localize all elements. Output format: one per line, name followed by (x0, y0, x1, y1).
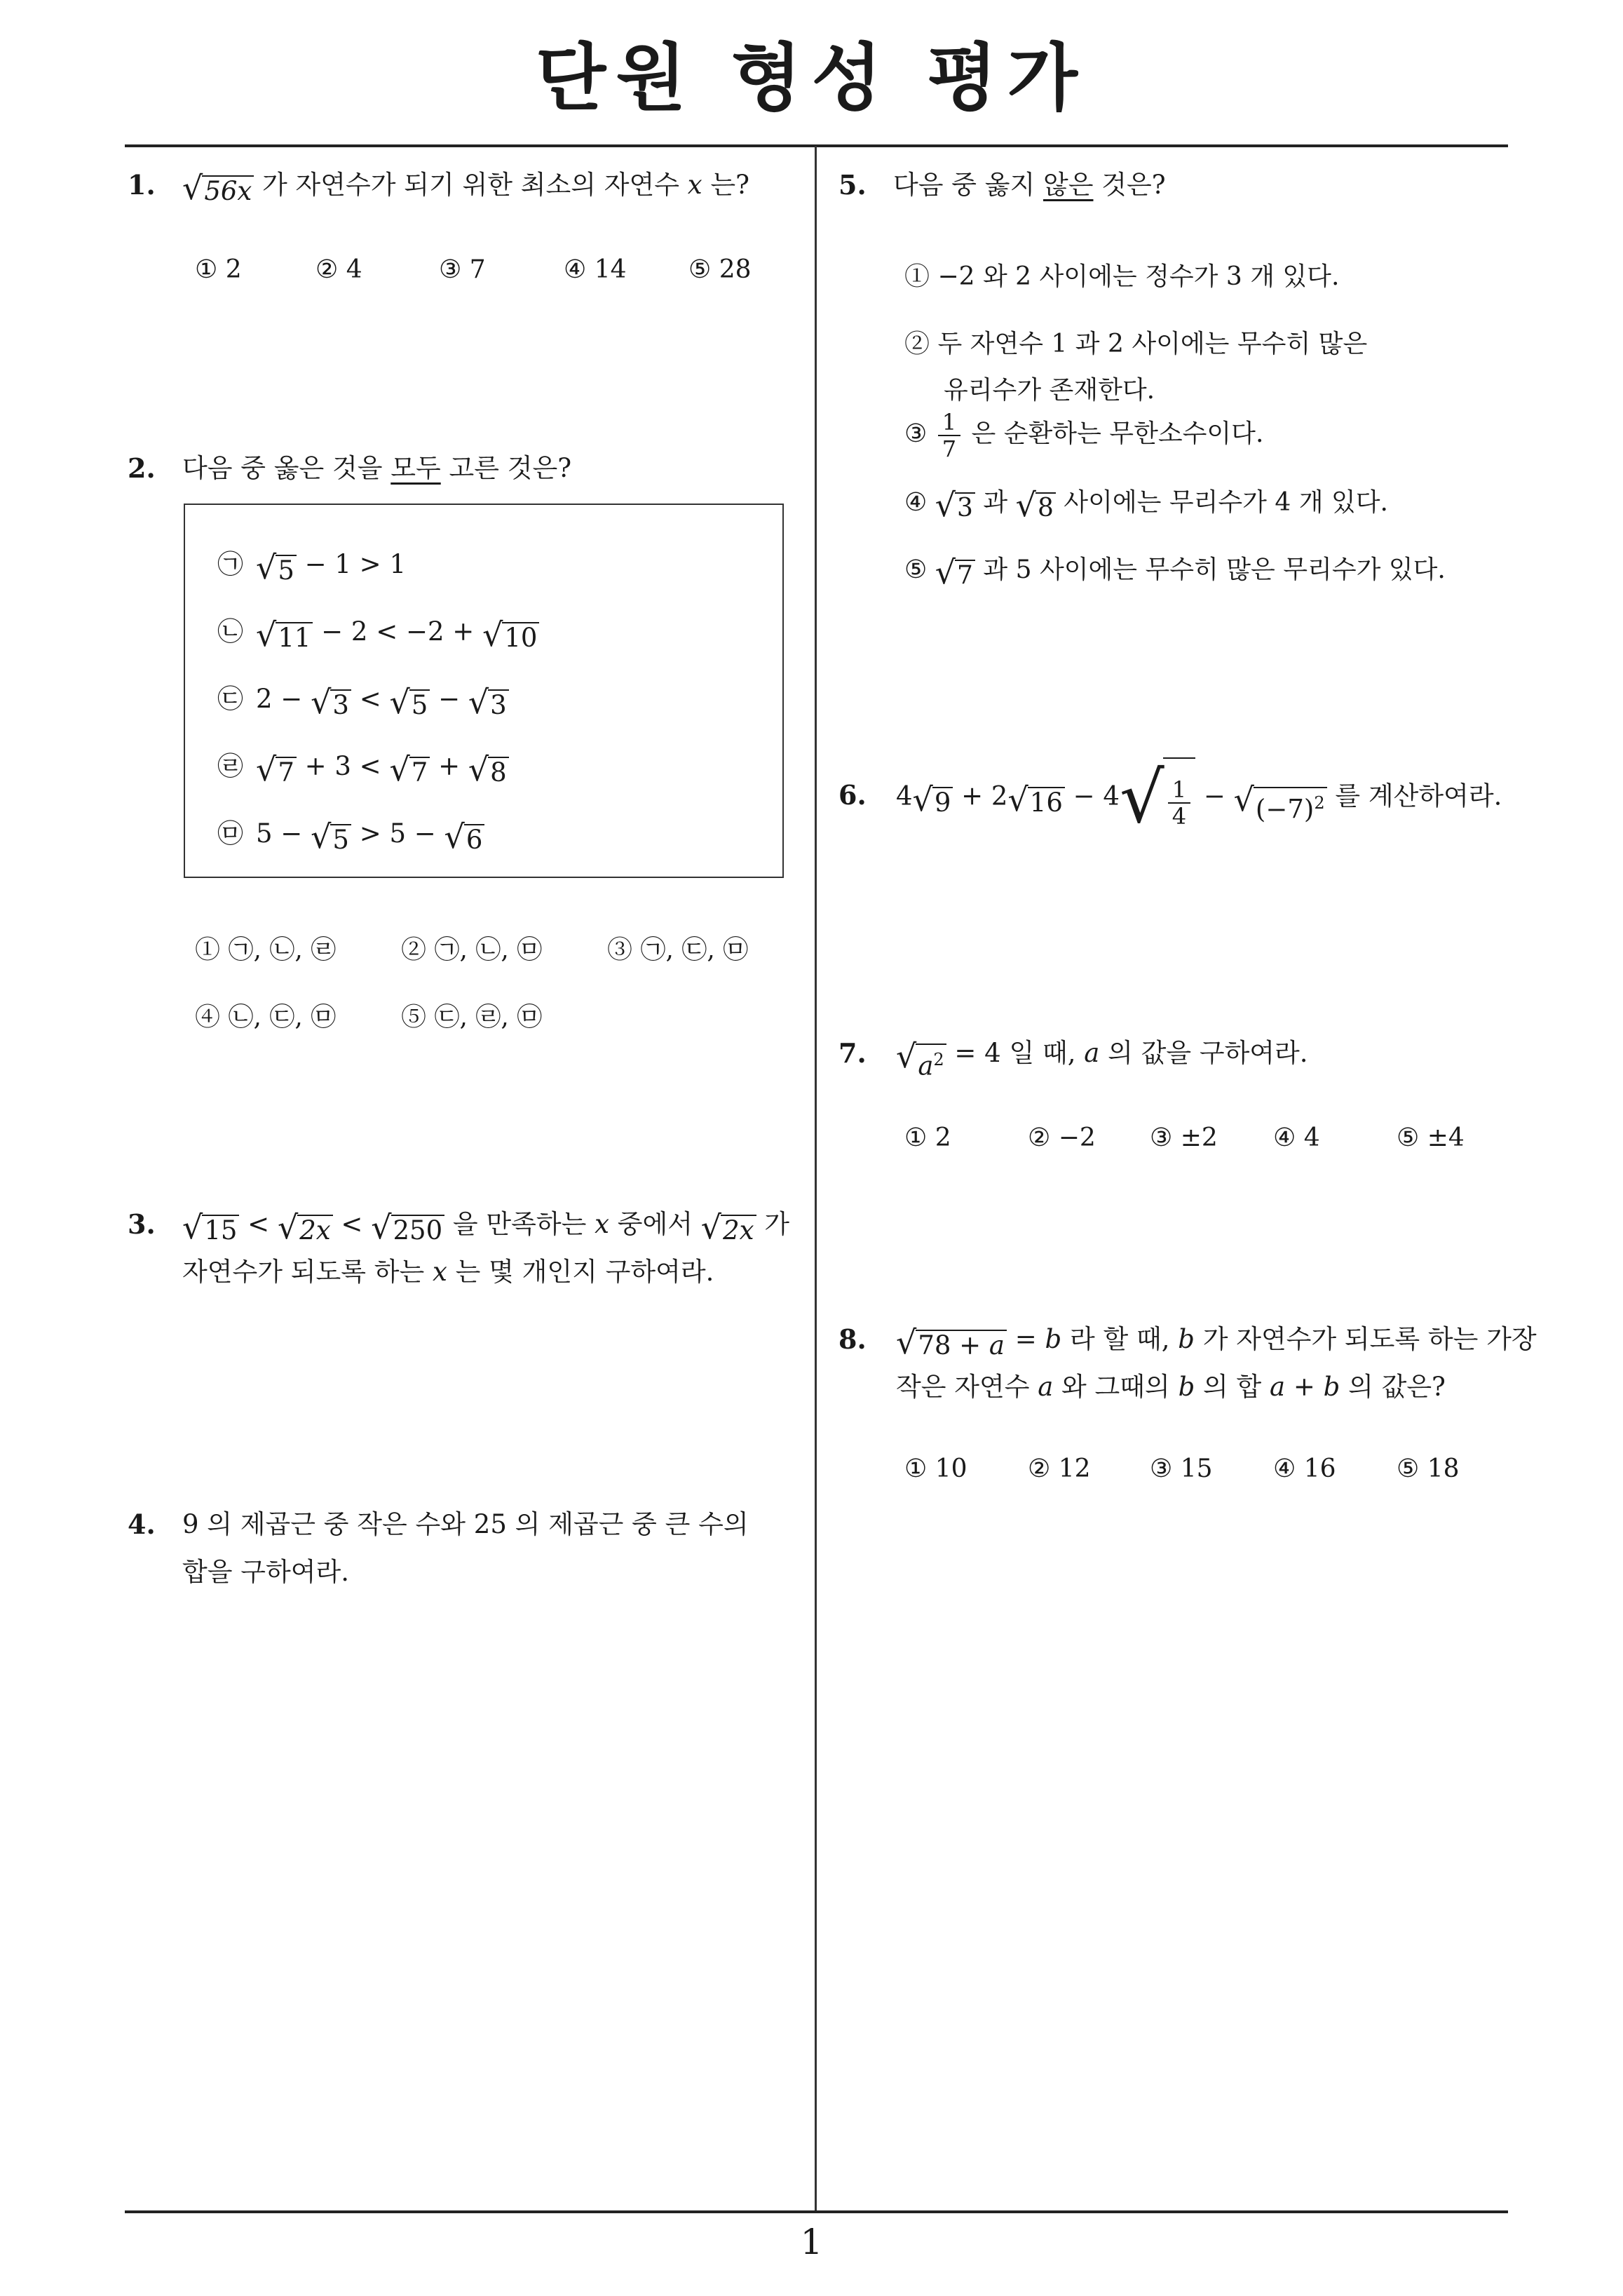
choice-2[interactable]: ② 12 (1028, 1454, 1091, 1483)
choice-1[interactable]: ① 2 (904, 1123, 951, 1152)
choice-5[interactable]: ⑤ 18 (1397, 1454, 1460, 1483)
question-number: 3. (128, 1208, 156, 1240)
choice-5[interactable]: ⑤ 28 (688, 255, 752, 284)
question-number: 1. (128, 169, 156, 201)
choice-3[interactable]: ③ $\frac{1}{7}$ 은 순환하는 무한소수이다. (904, 409, 1264, 462)
question-stem: √ $a^2$ = 4 일 때, a 의 값을 구하여라. (896, 1037, 1308, 1081)
question-stem: √ 78 + a = b 라 할 때, b 가 자연수가 되도록 하는 가장 작은 자연수 a 와 그때의 b 의 합 a + b 의 값은? (896, 1323, 1537, 1402)
bottom-rule (125, 2210, 1508, 2213)
choice-2[interactable]: ② −2 (1028, 1123, 1096, 1152)
page-title: 단원 형성 평가 (535, 35, 1088, 121)
choice-4[interactable]: ④ 14 (564, 255, 627, 284)
question-number: 2. (128, 452, 156, 484)
choice-3[interactable]: ③ 15 (1150, 1454, 1213, 1483)
choice-1[interactable]: ① 10 (904, 1454, 967, 1483)
choice-3[interactable]: ③ ±2 (1150, 1123, 1218, 1152)
choice-5[interactable]: ⑤ ±4 (1397, 1123, 1465, 1152)
question-stem: 다음 중 옳은 것을 모두 고른 것은? (182, 453, 572, 483)
choice-3[interactable]: ③ 7 (439, 255, 486, 284)
question-stem: 9 의 제곱근 중 작은 수와 25 의 제곱근 중 큰 수의 합을 구하여라. (182, 1509, 749, 1587)
statement-2: ㉡ √ 11 − 2 < −2 + √ 10 (217, 614, 539, 653)
question-stem: √ 15 < √ 2x < √ 250 을 만족하는 x 중에서 √ 2x 가 자연수가 되도록 하는 x 는 몇 개인지 구하여라. (182, 1208, 790, 1287)
statement-4: ㉣ √ 7 + 3 < √ 7 + √ 8 (217, 749, 509, 788)
question-number: 7. (838, 1037, 867, 1069)
question-stem: √ 56x 가 자연수가 되기 위한 최소의 자연수 x 는? (182, 169, 749, 207)
choice-4[interactable]: ④ ㉡, ㉢, ㉤ (195, 1003, 337, 1032)
choice-4[interactable]: ④ √ 3 과 √ 8 사이에는 무리수가 4 개 있다. (904, 486, 1388, 524)
column-divider (815, 146, 817, 2212)
statement-box (184, 504, 784, 878)
statement-5: ㉤ 5 − √ 5 > 5 − √ 6 (217, 816, 484, 855)
question-stem: 4 √ 9 + 2 √ 16 − 4 √ $\frac{1}{4}$ − √ $(-7)^2$ 를 계산하여라. (896, 753, 1502, 843)
choice-5[interactable]: ⑤ ㉢, ㉣, ㉤ (401, 1003, 543, 1032)
question-number: 4. (128, 1508, 156, 1540)
fraction: $\frac{1}{7}$ (938, 410, 960, 461)
choice-4[interactable]: ④ 4 (1273, 1123, 1320, 1152)
choice-1[interactable]: ① −2 와 2 사이에는 정수가 3 개 있다. (904, 262, 1340, 291)
sqrt-fraction: √ $\frac{1}{4}$ (1120, 753, 1195, 843)
choice-1[interactable]: ① ㉠, ㉡, ㉣ (195, 936, 337, 964)
choice-2[interactable]: ② 4 (315, 255, 362, 284)
choice-2[interactable]: ② ㉠, ㉡, ㉤ (401, 936, 543, 964)
choice-2[interactable]: ② 두 자연수 1 과 2 사이에는 무수히 많은 유리수가 존재한다. (904, 330, 1368, 405)
choice-3[interactable]: ③ ㉠, ㉢, ㉤ (607, 936, 749, 964)
choice-5[interactable]: ⑤ √ 7 과 5 사이에는 무수히 많은 무리수가 있다. (904, 553, 1446, 591)
statement-1: ㉠ √ 5 − 1 > 1 (217, 548, 406, 586)
choice-1[interactable]: ① 2 (195, 255, 242, 284)
question-stem: 다음 중 옳지 않은 것은? (893, 170, 1166, 200)
choice-4[interactable]: ④ 16 (1273, 1454, 1336, 1483)
question-number: 5. (838, 169, 867, 201)
statement-3: ㉢ 2 − √ 3 < √ 5 − √ 3 (217, 682, 509, 720)
sqrt-expression: √ 56x (182, 172, 254, 206)
page-number: 1 (800, 2222, 823, 2262)
question-number: 8. (838, 1323, 867, 1355)
question-number: 6. (838, 779, 867, 811)
